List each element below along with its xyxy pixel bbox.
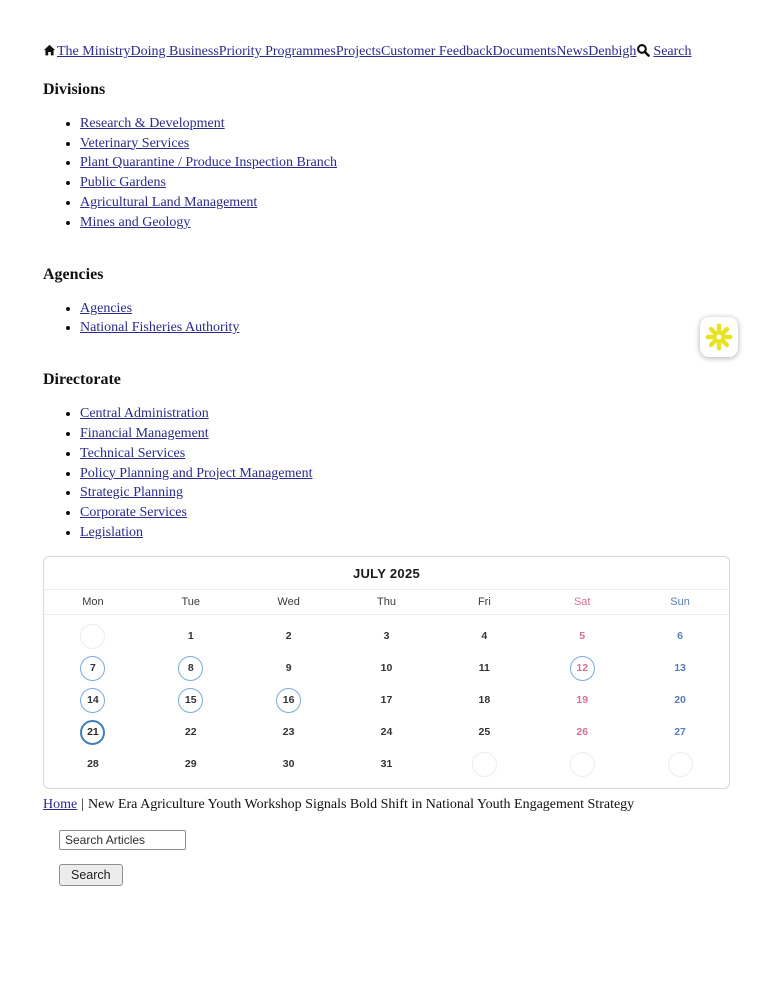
home-link[interactable] [43,44,56,59]
calendar-cell [338,656,436,681]
list-item [80,505,730,522]
calendar-cell [435,688,533,713]
calendar-day-11: 11 [478,662,490,675]
link-strategic-planning[interactable]: Strategic Planning [80,485,184,501]
link-central-administration[interactable]: Central Administration [80,406,209,422]
nav-link-news[interactable]: News [556,44,589,59]
calendar-cell [435,656,533,681]
calendar-cell [240,720,338,745]
calendar-cell [631,752,729,777]
calendar-weekday-row [44,590,729,615]
list-item [80,485,730,502]
list-item [80,466,730,483]
nav-search-link[interactable] [636,44,691,59]
calendar-day-1: 1 [187,630,194,643]
link-policy-planning-and-project-management[interactable]: Policy Planning and Project Management [80,465,313,481]
calendar-cell [533,656,631,681]
link-corporate-services[interactable]: Corporate Services [80,505,187,521]
calendar-cell [142,624,240,649]
calendar-cell [44,624,142,649]
weekday-wed: Wed [277,595,300,608]
calendar-day-27: 27 [674,726,686,739]
calendar-day-2: 2 [285,630,292,643]
asterisk-icon [705,323,733,351]
calendar-day-9: 9 [285,662,292,675]
calendar-day-22: 22 [184,726,197,739]
link-list-directorate [43,406,730,542]
events-calendar [43,556,730,789]
calendar-day-28: 28 [87,758,99,771]
weekday-thu: Thu [377,595,396,608]
calendar-cell [44,656,142,681]
calendar-day-30: 30 [282,758,295,771]
calendar-day-10: 10 [380,662,393,675]
breadcrumb [43,797,730,813]
calendar-grid [44,615,729,788]
link-agencies[interactable]: Agencies [80,300,133,316]
link-mines-and-geology[interactable]: Mines and Geology [80,214,191,230]
list-item [80,175,730,192]
article-search [59,830,730,886]
calendar-day-14[interactable]: 14 [80,688,105,713]
breadcrumb-separator: | [81,796,85,812]
list-item [80,116,730,133]
link-financial-management[interactable]: Financial Management [80,425,209,441]
section-divisions [43,81,730,232]
article-search-input[interactable] [59,830,186,850]
calendar-cell [44,720,142,745]
calendar-day-21[interactable]: 21 [80,720,105,745]
calendar-day-29: 29 [184,758,197,771]
nav-items [57,44,636,59]
calendar-day-17: 17 [380,694,393,707]
calendar-cell [44,688,142,713]
calendar-cell [631,656,729,681]
nav-link-doing-business[interactable]: Doing Business [130,44,219,59]
weekday-sun: Sun [670,595,690,608]
weekday-tue: Tue [181,595,201,608]
nav-search-label: Search [653,44,692,59]
search-icon [636,43,650,57]
calendar-day-19: 19 [576,694,589,707]
calendar-day-3: 3 [383,630,390,643]
link-plant-quarantine-produce-inspection-branch[interactable]: Plant Quarantine / Produce Inspection Branch [80,155,337,171]
calendar-cell [142,688,240,713]
main-content [43,81,730,886]
calendar-cell [142,752,240,777]
section-agencies [43,266,730,338]
nav-link-customer-feedback[interactable]: Customer Feedback [380,44,493,59]
calendar-day-7[interactable]: 7 [80,656,105,681]
section-title-divisions: Divisions [43,80,106,98]
list-item [80,136,730,153]
calendar-day-26: 26 [576,726,589,739]
calendar-cell [338,624,436,649]
accessibility-widget[interactable] [700,317,738,357]
calendar-cell [435,720,533,745]
list-item [80,155,730,172]
calendar-empty-day [570,752,595,777]
calendar-cell [533,624,631,649]
list-item [80,215,730,232]
calendar-day-4: 4 [481,630,488,643]
section-title-agencies: Agencies [43,265,104,283]
link-agricultural-land-management[interactable]: Agricultural Land Management [80,194,258,210]
calendar-cell [631,720,729,745]
calendar-day-12[interactable]: 12 [570,656,595,681]
calendar-cell [240,688,338,713]
article-search-button[interactable]: Search [59,864,123,886]
list-item [80,320,730,337]
weekday-mon: Mon [82,595,104,608]
calendar-cell [44,752,142,777]
nav-link-priority-programmes[interactable]: Priority Programmes [218,44,336,59]
nav-link-documents[interactable]: Documents [492,44,557,59]
calendar-cell [533,720,631,745]
calendar-empty-day [472,752,497,777]
calendar-title: JULY 2025 [44,557,729,590]
calendar-cell [435,624,533,649]
link-list-divisions [43,116,730,232]
calendar-cell [142,656,240,681]
calendar-day-20: 20 [674,694,686,707]
link-legislation[interactable]: Legislation [80,524,143,540]
link-technical-services[interactable]: Technical Services [80,445,186,461]
list-item [80,426,730,443]
section-directorate [43,371,730,542]
calendar-cell [631,624,729,649]
list-item [80,301,730,318]
breadcrumb-current: New Era Agriculture Youth Workshop Signals Bold Shift in National Youth Engagement Strategy [88,796,635,812]
calendar-day-24: 24 [380,726,393,739]
calendar-day-13: 13 [674,662,686,675]
nav-link-denbigh[interactable]: Denbigh [588,44,637,59]
calendar-cell [533,688,631,713]
calendar-cell [338,720,436,745]
calendar-day-6: 6 [677,630,683,643]
calendar-day-15[interactable]: 15 [178,688,203,713]
list-item [80,406,730,423]
calendar-day-16[interactable]: 16 [276,688,301,713]
calendar-cell [631,688,729,713]
sections [43,81,730,542]
calendar-cell [338,752,436,777]
weekday-sat: Sat [573,595,591,608]
link-veterinary-services[interactable]: Veterinary Services [80,135,190,151]
link-public-gardens[interactable]: Public Gardens [80,175,166,191]
top-nav [43,43,730,61]
calendar-day-8[interactable]: 8 [178,656,203,681]
nav-link-projects[interactable]: Projects [335,44,381,59]
list-item [80,446,730,463]
list-item [80,525,730,542]
breadcrumb-home-link[interactable]: Home [43,796,78,812]
section-title-directorate: Directorate [43,371,121,389]
calendar-empty-day [668,752,693,777]
calendar-day-25: 25 [478,726,491,739]
list-item [80,195,730,212]
nav-link-the-ministry[interactable]: The Ministry [57,44,131,59]
calendar-cell [142,720,240,745]
calendar-day-23: 23 [282,726,295,739]
weekday-fri: Fri [477,595,491,608]
calendar-cell [240,752,338,777]
calendar-cell [240,656,338,681]
link-national-fisheries-authority[interactable]: National Fisheries Authority [80,320,240,336]
calendar-cell [435,752,533,777]
calendar-cell [533,752,631,777]
calendar-cell [338,688,436,713]
calendar-day-31: 31 [380,758,393,771]
calendar-empty-day [80,624,105,649]
link-list-agencies [43,301,730,338]
calendar-cell [240,624,338,649]
link-research-development[interactable]: Research & Development [80,115,225,131]
calendar-day-5: 5 [579,630,586,643]
calendar-day-18: 18 [478,694,491,707]
home-icon [43,44,56,57]
